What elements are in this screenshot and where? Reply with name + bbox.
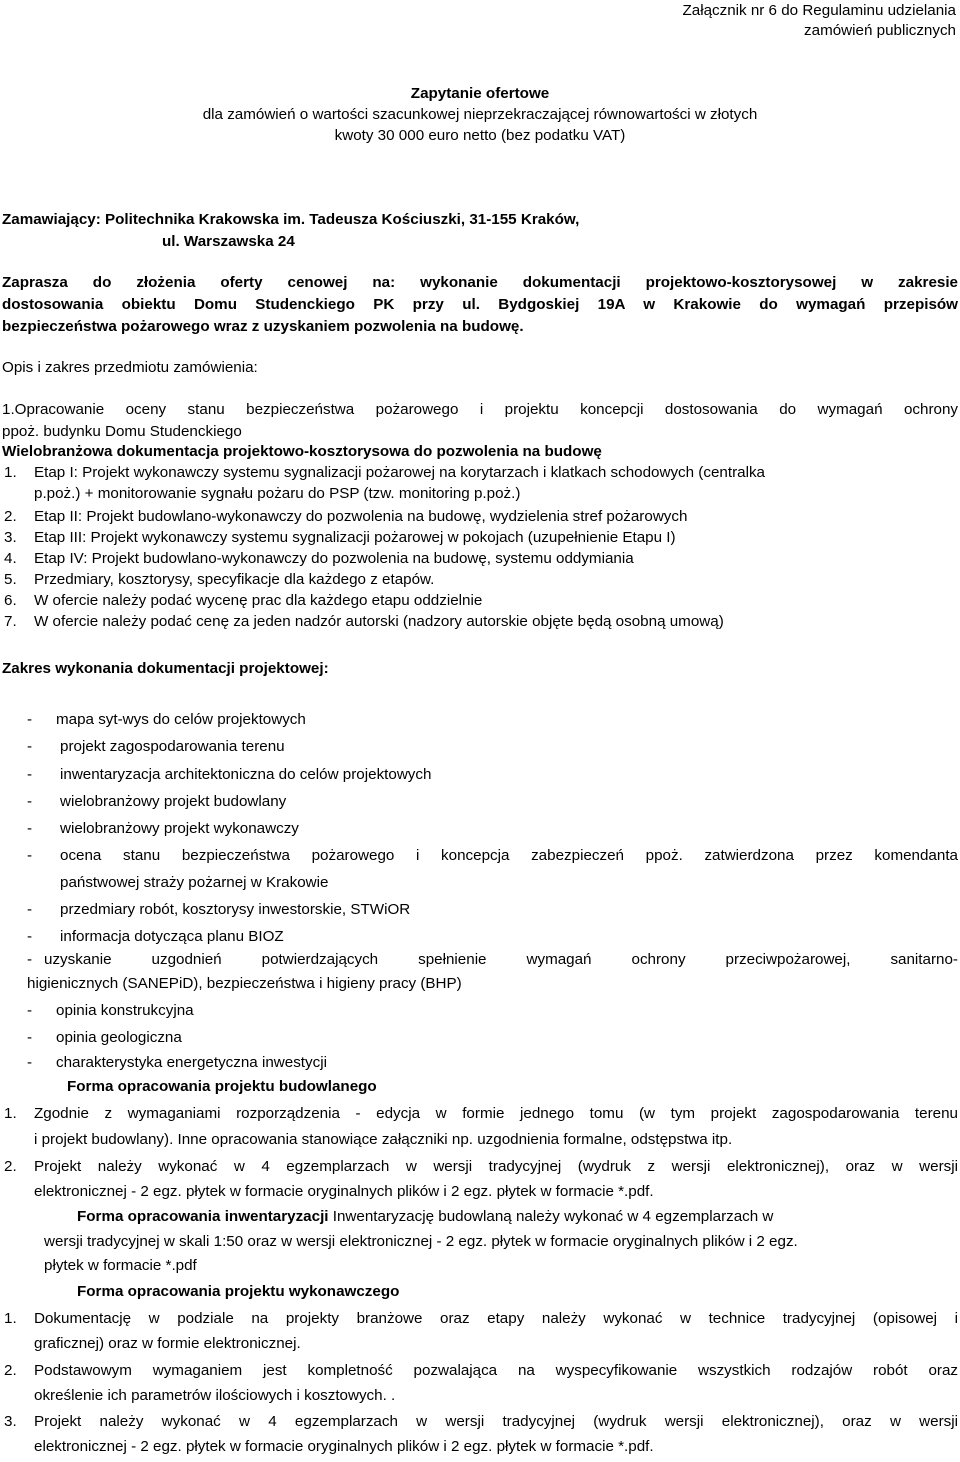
doc-scope-item: charakterystyka energetyczna inwestycji	[56, 1054, 327, 1071]
building-form-item-1-number: 1.	[4, 1105, 17, 1122]
inventory-form-heading: Forma opracowania inwentaryzacji	[77, 1208, 329, 1225]
doc-scope-item-continued: higienicznych (SANEPiD), bezpieczeństwa i higieny pracy (BHP)	[27, 975, 462, 992]
stage-7-line-1: W ofercie należy podać cenę za jeden nadzór autorski (nadzory autorskie objęte będą osobną umową)	[34, 613, 724, 630]
executive-form-item-2-line-2: określenie ich parametrów ilościowych i kosztowych. .	[34, 1387, 396, 1404]
inventory-form-line-1	[77, 1207, 773, 1227]
doc-scope-dash: -	[27, 820, 33, 837]
building-form-item-1-line-2: i projekt budowlany). Inne opracowania stanowiące załączniki np. uzgodnienia formalne, odstępstwa itp.	[34, 1131, 733, 1148]
stage-4-line-1: Etap IV: Projekt budowlano-wykonawczy do pozwolenia na budowę, systemu oddymiania	[34, 550, 634, 567]
stage-1-line-2: p.poż.) + monitorowanie sygnału pożaru do PSP (tzw. monitoring p.poż.)	[34, 485, 521, 502]
inventory-form-line-3: płytek w formacie *.pdf	[44, 1257, 197, 1274]
scope-intro-line-2: ppoż. budynku Domu Studenckiego	[2, 423, 242, 440]
stage-3-line-1: Etap III: Projekt wykonawczy systemu sygnalizacji pożarowej w pokojach (uzupełnienie Etapu I)	[34, 529, 676, 546]
doc-scope-item: wielobranżowy projekt budowlany	[60, 793, 287, 810]
building-form-item-2-number: 2.	[4, 1158, 17, 1175]
title-subtitle-1: dla zamówień o wartości szacunkowej nieprzekraczającej równowartości w złotych	[202, 106, 758, 123]
doc-scope-item: inwentaryzacja architektoniczna do celów projektowych	[60, 766, 432, 783]
executive-form-item-2-number: 2.	[4, 1362, 17, 1379]
stage-1-line-1: Etap I: Projekt wykonawczy systemu sygnalizacji pożarowej na korytarzach i klatkach schodowych (centralka	[34, 464, 765, 481]
stage-7-number: 7.	[4, 613, 17, 630]
doc-scope-dash: -	[27, 928, 33, 945]
stage-5-line-1: Przedmiary, kosztorysy, specyfikacje dla każdego z etapów.	[34, 571, 435, 588]
invitation-line-1: Zaprasza do złożenia oferty cenowej na: wykonanie dokumentacji projektowo-kosztorysowej w zakresie	[2, 274, 958, 291]
executive-form-item-1-line-2: graficznej) oraz w formie elektronicznej.	[34, 1335, 301, 1352]
doc-scope-item: opinia geologiczna	[56, 1029, 182, 1046]
executive-form-item-3-line-2: elektronicznej - 2 egz. płytek w formacie oryginalnych plików i 2 egz. płytek w formacie *.pdf.	[34, 1438, 654, 1455]
doc-scope-item: ocena stanu bezpieczeństwa pożarowego i koncepcja zabezpieczeń ppoż. zatwierdzona przez komendanta	[60, 847, 958, 864]
header-line-1: Załącznik nr 6 do Regulaminu udzielania	[682, 2, 956, 19]
executive-form-item-3-line-1: Projekt należy wykonać w 4 egzemplarzach w wersji tradycyjnej (wydruk wersji elektronicznej), oraz w wersji	[34, 1413, 958, 1430]
doc-scope-item: projekt zagospodarowania terenu	[60, 738, 285, 755]
doc-scope-item: informacja dotycząca planu BIOZ	[60, 928, 284, 945]
orderer-line-2: ul. Warszawska 24	[162, 233, 295, 250]
stage-1-number: 1.	[4, 464, 17, 481]
inventory-form-line-2: wersji tradycyjnej w skali 1:50 oraz w wersji elektronicznej - 2 egz. płytek w formacie oryginalnych plików i 2 egz.	[44, 1233, 798, 1250]
executive-form-item-2-line-1: Podstawowym wymaganiem jest kompletność pozwalająca na wyspecyfikowanie wszystkich rodzajów robót oraz	[34, 1362, 958, 1379]
doc-scope-item-continued: państwowej straży pożarnej w Krakowie	[60, 874, 329, 891]
doc-scope-dash: -	[27, 847, 33, 864]
doc-scope-dash: -	[27, 738, 33, 755]
doc-scope-dash: -	[27, 766, 33, 783]
doc-scope-item: mapa syt-wys do celów projektowych	[56, 711, 306, 728]
doc-scope-item: przedmiary robót, kosztorysy inwestorskie, STWiOR	[60, 901, 411, 918]
stage-4-number: 4.	[4, 550, 17, 567]
stage-3-number: 3.	[4, 529, 17, 546]
stage-2-line-1: Etap II: Projekt budowlano-wykonawczy do pozwolenia na budowę, wydzielenia stref pożarowych	[34, 508, 688, 525]
stage-6-line-1: W ofercie należy podać wycenę prac dla każdego etapu oddzielnie	[34, 592, 483, 609]
executive-form-item-1-line-1: Dokumentację w podziale na projekty branżowe oraz etapy należy wykonać w technice tradycyjnej (opisowej i	[34, 1310, 958, 1327]
scope-heading: Opis i zakres przedmiotu zamówienia:	[2, 359, 258, 376]
doc-scope-heading: Zakres wykonania dokumentacji projektowej:	[2, 660, 329, 677]
scope-intro-line-1: 1.Opracowanie oceny stanu bezpieczeństwa pożarowego i projektu koncepcji dostosowania do wymagań ochrony	[2, 401, 958, 418]
orderer-line-1: Zamawiający: Politechnika Krakowska im. Tadeusza Kościuszki, 31-155 Kraków,	[2, 211, 580, 228]
invitation-line-2: dostosowania obiektu Domu Studenckiego PK przy ul. Bydgoskiej 19A w Krakowie do wymagań przepisów	[2, 296, 958, 313]
executive-form-item-3-number: 3.	[4, 1413, 17, 1430]
stage-6-number: 6.	[4, 592, 17, 609]
title-subtitle-2: kwoty 30 000 euro netto (bez podatku VAT)	[334, 127, 626, 144]
doc-scope-item: wielobranżowy projekt wykonawczy	[60, 820, 299, 837]
invitation-line-3: bezpieczeństwa pożarowego wraz z uzyskaniem pozwolenia na budowę.	[2, 318, 524, 335]
executive-form-heading: Forma opracowania projektu wykonawczego	[77, 1283, 400, 1300]
doc-scope-item: uzyskanie uzgodnień potwierdzających spełnienie wymagań ochrony przeciwpożarowej, sanitarno-	[44, 951, 958, 968]
executive-form-item-1-number: 1.	[4, 1310, 17, 1327]
doc-scope-dash: -	[27, 951, 33, 968]
building-form-item-1-line-1: Zgodnie z wymaganiami rozporządzenia - edycja w formie jednego tomu (w tym projekt zagospodarowania terenu	[34, 1105, 958, 1122]
doc-scope-dash: -	[27, 1029, 33, 1046]
doc-scope-dash: -	[27, 711, 33, 728]
stage-2-number: 2.	[4, 508, 17, 525]
building-form-item-2-line-2: elektronicznej - 2 egz. płytek w formacie oryginalnych plików i 2 egz. płytek w formacie *.pdf.	[34, 1183, 654, 1200]
doc-scope-dash: -	[27, 1002, 33, 1019]
stage-5-number: 5.	[4, 571, 17, 588]
doc-scope-dash: -	[27, 1054, 33, 1071]
doc-scope-dash: -	[27, 901, 33, 918]
doc-scope-dash: -	[27, 793, 33, 810]
document-title: Zapytanie ofertowe	[410, 85, 550, 102]
building-form-heading: Forma opracowania projektu budowlanego	[67, 1078, 377, 1095]
doc-scope-item: opinia konstrukcyjna	[56, 1002, 194, 1019]
scope-intro-line-3: Wielobranżowa dokumentacja projektowo-kosztorysowa do pozwolenia na budowę	[2, 443, 602, 460]
inventory-form-text: Inwentaryzację budowlaną należy wykonać w 4 egzemplarzach w	[328, 1208, 774, 1225]
building-form-item-2-line-1: Projekt należy wykonać w 4 egzemplarzach w wersji tradycyjnej (wydruk z wersji elektronicznej), oraz w wersji	[34, 1158, 958, 1175]
header-line-2: zamówień publicznych	[804, 22, 956, 39]
